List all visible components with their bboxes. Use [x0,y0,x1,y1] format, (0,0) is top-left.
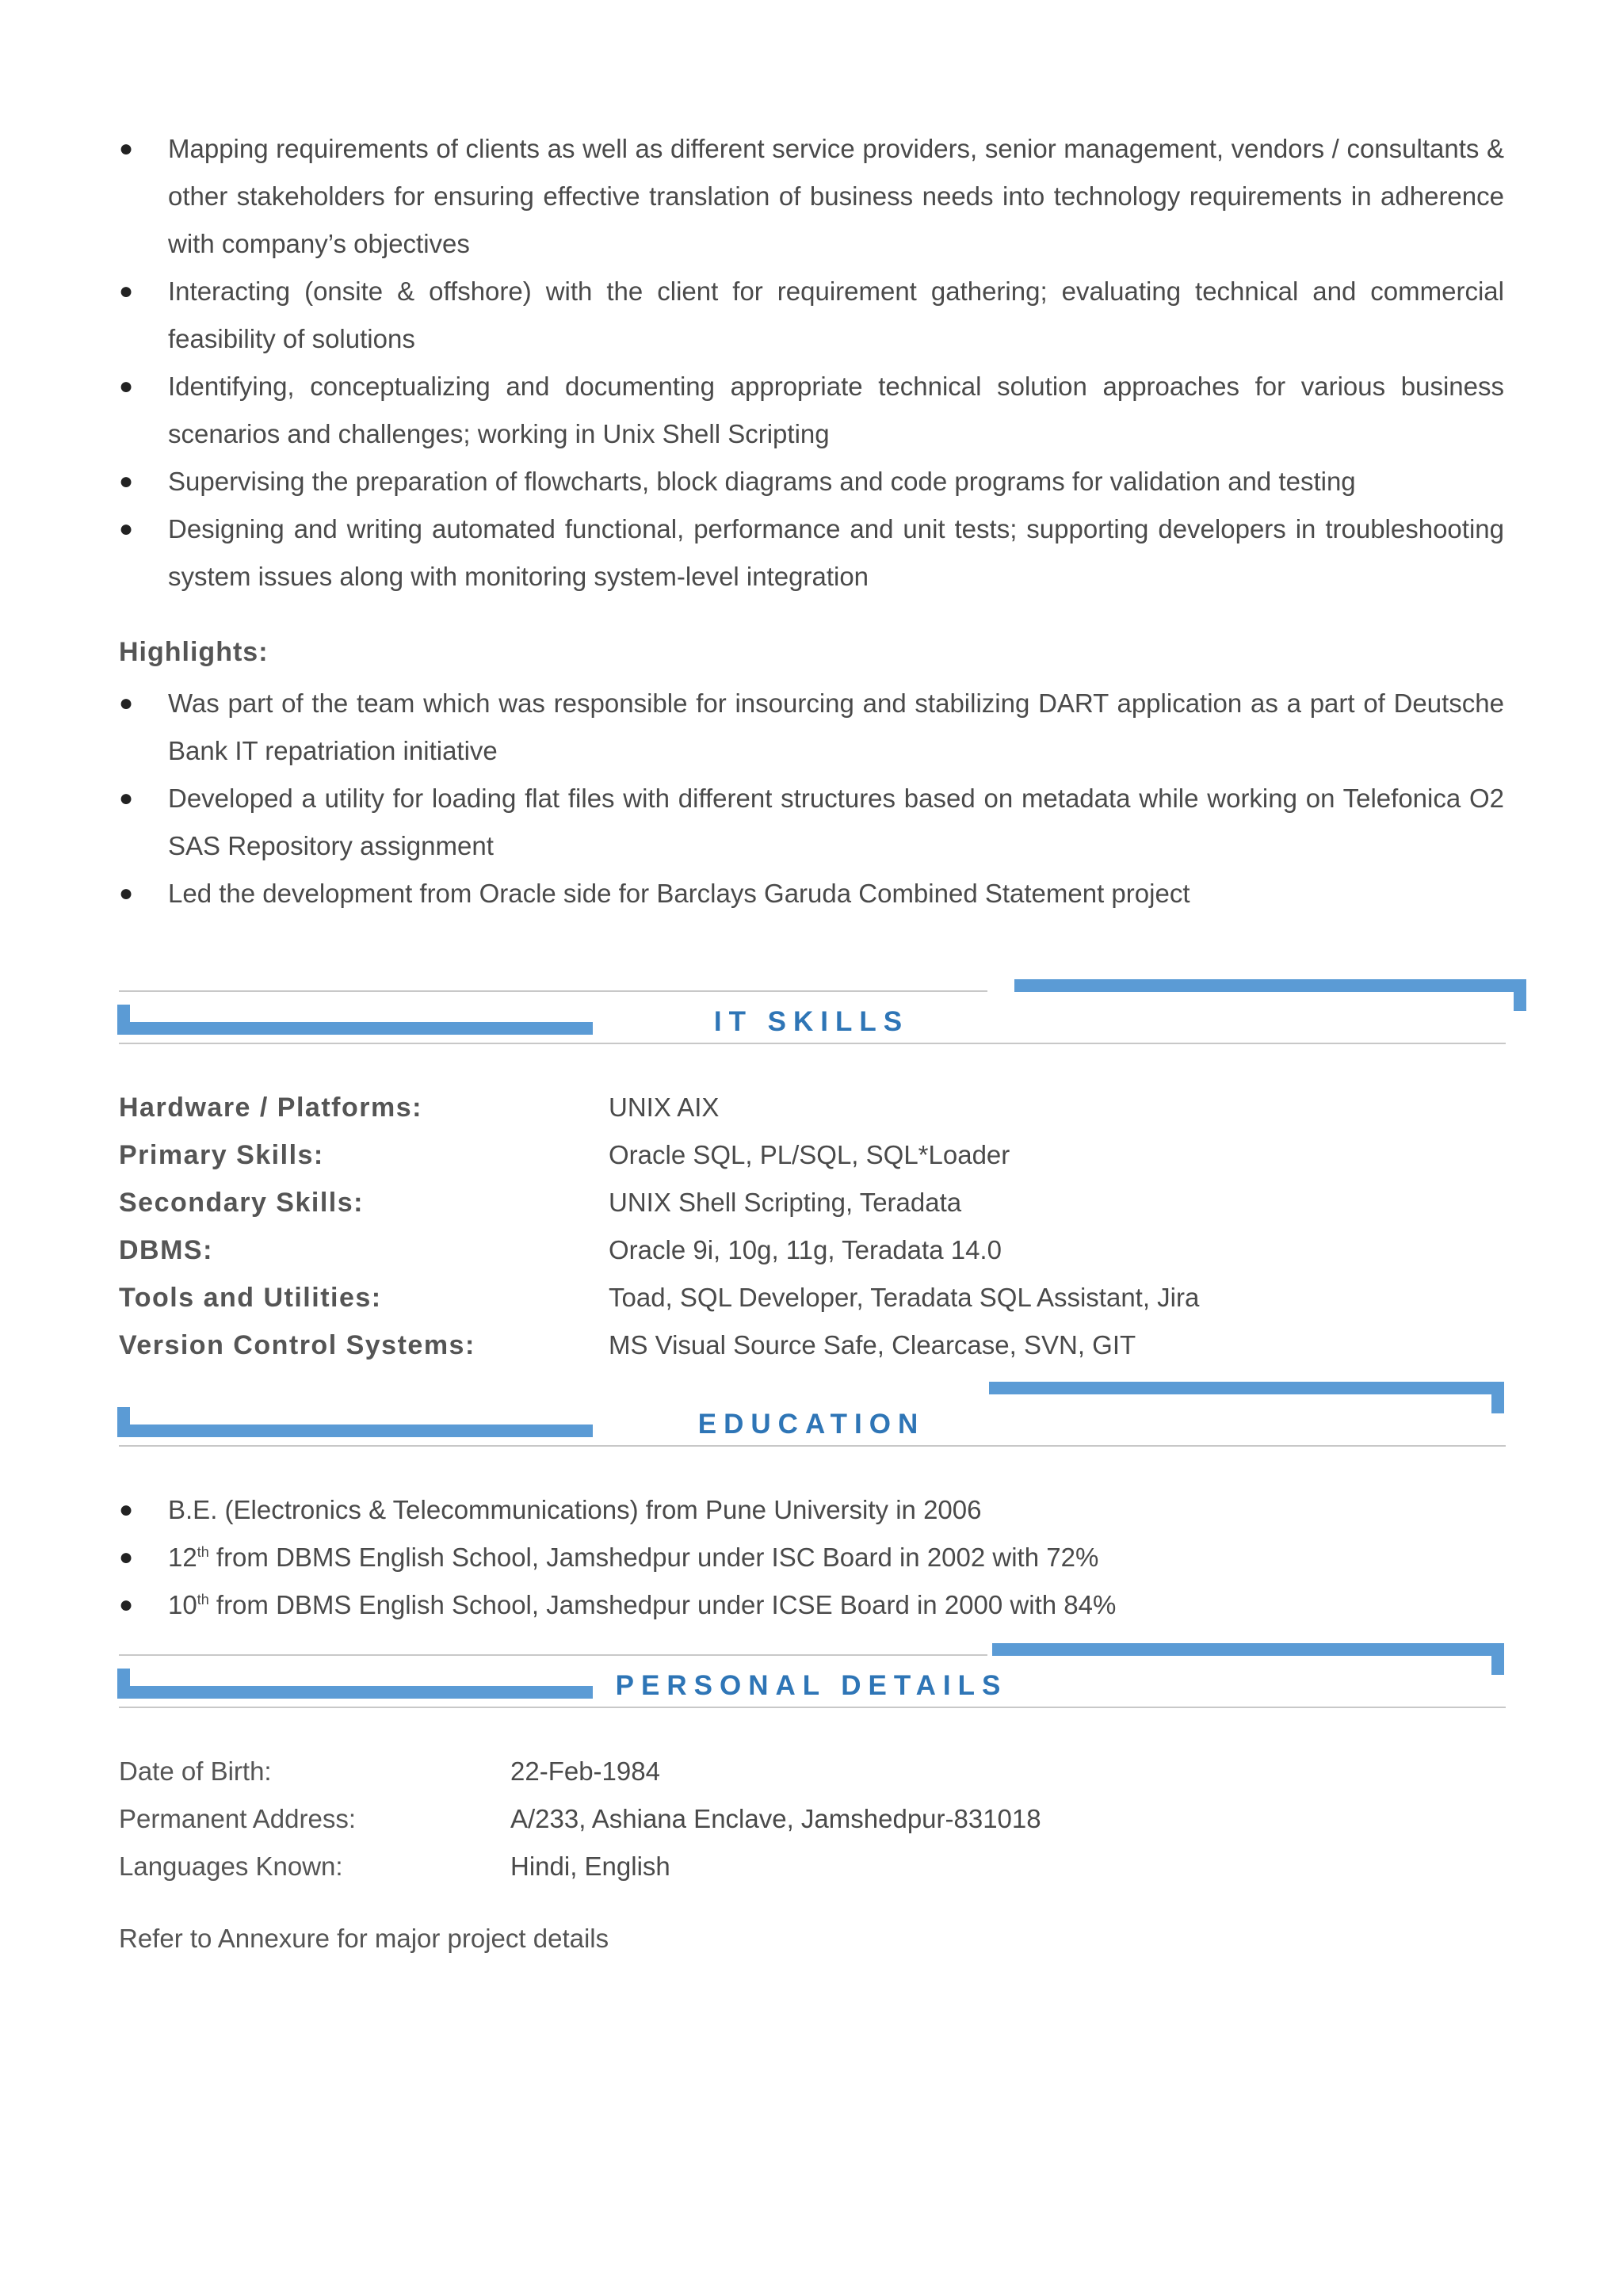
section-title: EDUCATION [697,1409,926,1440]
divider [119,1654,987,1656]
divider [119,1707,1506,1708]
detail-row: Date of Birth: 22-Feb-1984 [119,1756,660,1786]
it-skills-section-header [0,974,1623,1046]
skill-row: DBMS: Oracle 9i, 10g, 11g, Teradata 14.0 [119,1235,1002,1265]
bullet-icon: ● [119,373,134,399]
decorative-bar [1014,979,1514,992]
bullet-icon: ● [119,516,134,542]
divider [119,1445,1506,1447]
education-list [119,1486,1504,1629]
list-item: ● Interacting (onsite & offshore) with the client for requirement gathering; evaluating technical and commercial feasibility of solutions [119,268,1504,363]
bullet-icon: ● [119,1544,134,1570]
section-title: IT SKILLS [713,1006,910,1037]
list-item: ● Led the development from Oracle side for Barclays Garuda Combined Statement project [119,870,1504,917]
skill-row: Version Control Systems: MS Visual Source Safe, Clearcase, SVN, GIT [119,1330,1136,1360]
bullet-icon: ● [119,135,134,162]
annexure-note: Refer to Annexure for major project details [119,1924,609,1953]
highlights-list [119,680,1504,917]
decorative-bar [989,1382,1504,1394]
bullet-icon: ● [119,690,134,716]
bullet-icon: ● [119,1497,134,1523]
list-item: ● 10th from DBMS English School, Jamshedpur under ICSE Board in 2000 with 84% [119,1581,1504,1629]
bullet-icon: ● [119,1592,134,1618]
list-item: ● Mapping requirements of clients as well as different service providers, senior management, vendors / consultants & other stakeholders for ensuring effective translation of business needs into technology requirements in adherence with company’s objectives [119,125,1504,268]
bullet-icon: ● [119,278,134,304]
list-item: ● Supervising the preparation of flowcharts, block diagrams and code programs for validation and testing [119,458,1504,505]
detail-row: Permanent Address: A/233, Ashiana Enclave, Jamshedpur-831018 [119,1804,1041,1833]
list-item: ● 12th from DBMS English School, Jamshedpur under ISC Board in 2002 with 72% [119,1534,1504,1581]
bullet-icon: ● [119,785,134,811]
personal-details-table [119,1748,1506,1890]
highlights-heading: Highlights: [119,637,269,667]
decorative-bar [992,1643,1504,1656]
list-item: ● Identifying, conceptualizing and documenting appropriate technical solution approaches for various business scenarios and challenges; working in Unix Shell Scripting [119,363,1504,458]
divider [119,1043,1506,1044]
skill-row: Primary Skills: Oracle SQL, PL/SQL, SQL*Loader [119,1140,1010,1170]
skill-row: Tools and Utilities: Toad, SQL Developer, Teradata SQL Assistant, Jira [119,1283,1200,1313]
skill-row: Secondary Skills: UNIX Shell Scripting, Teradata [119,1188,962,1218]
divider [119,990,987,992]
skill-row: Hardware / Platforms: UNIX AIX [119,1093,720,1123]
section-title: PERSONAL DETAILS [615,1670,1008,1701]
list-item: ● Developed a utility for loading flat files with different structures based on metadata while working on Telefonica O2 SAS Repository assignment [119,775,1504,870]
education-section-header [0,1377,1623,1448]
bullet-icon: ● [119,880,134,906]
responsibilities-list [119,125,1504,601]
detail-row: Languages Known: Hindi, English [119,1852,670,1881]
list-item: ● B.E. (Electronics & Telecommunications) from Pune University in 2006 [119,1486,1504,1534]
list-item: ● Was part of the team which was responsible for insourcing and stabilizing DART application as a part of Deutsche Bank IT repatriation initiative [119,680,1504,775]
bullet-icon: ● [119,468,134,494]
personal-details-section-header [0,1638,1623,1710]
it-skills-table [119,1084,1506,1369]
list-item: ● Designing and writing automated functional, performance and unit tests; supporting developers in troubleshooting system issues along with monitoring system-level integration [119,505,1504,601]
